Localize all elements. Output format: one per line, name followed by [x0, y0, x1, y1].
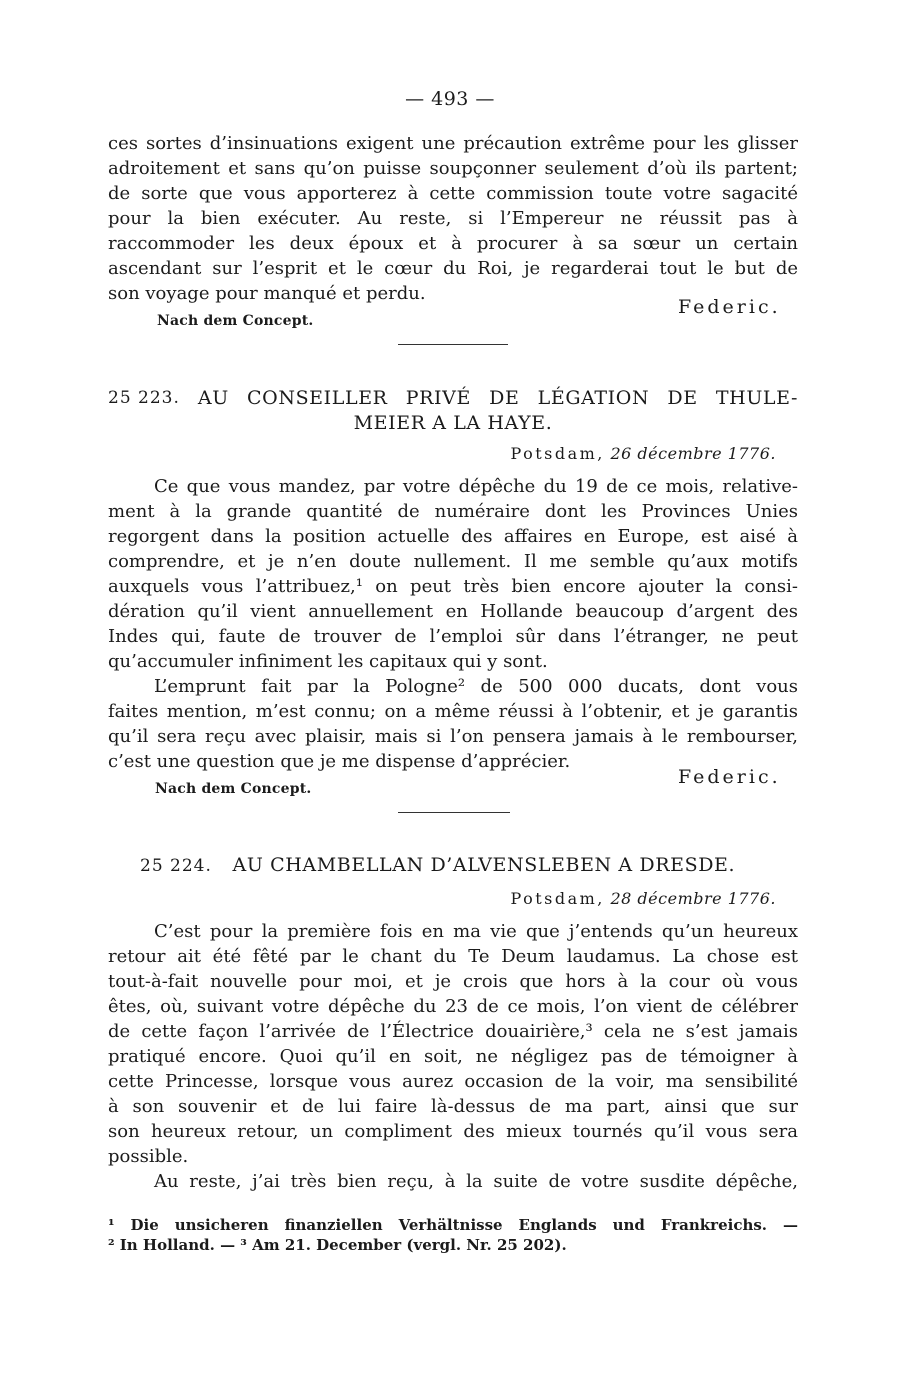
heading-line: MEIER A LA HAYE. [353, 412, 553, 434]
footnote-line: ¹ Die unsicheren finanziellen Verhältnisse Englands und Frankreichs. — [108, 1216, 798, 1234]
signature: Federic. [678, 766, 781, 788]
text-line: cette Princesse, lorsque vous aurez occasion de la voir, ma sensibilité [108, 1071, 798, 1092]
text-line: ces sortes d’insinuations exigent une précaution extrême pour les glisser [108, 133, 798, 154]
text-line: ascendant sur l’esprit et le cœur du Roi, je regarderai tout le but de [108, 258, 798, 279]
letter-number: 25 224. [140, 856, 212, 876]
letter-heading [108, 386, 798, 436]
letter-heading [140, 853, 780, 879]
text-line: à son souvenir et de lui faire là-dessus de ma part, ainsi que sur [108, 1096, 798, 1117]
dateline-place: Potsdam, [510, 889, 605, 908]
footnotes [108, 1215, 798, 1255]
text-line: possible. [108, 1146, 189, 1167]
text-line: pour la bien exécuter. Au reste, si l’Empereur ne réussit pas à [108, 208, 798, 229]
text-line: pratiqué encore. Quoi qu’il en soit, ne négligez pas de témoigner à [108, 1046, 798, 1067]
text-line: dération qu’il vient annuellement en Hollande beaucoup d’argent des [108, 601, 798, 622]
text-line: adroitement et sans qu’on puisse soupçonner seulement d’où ils partent; [108, 158, 798, 179]
text-line: retour ait été fêté par le chant du Te Deum laudamus. La chose est [108, 946, 798, 967]
text-line: auxquels vous l’attribuez,¹ on peut très bien encore ajouter la consi- [108, 576, 798, 597]
section-divider [398, 344, 508, 345]
dateline-date: 28 décembre 1776. [610, 889, 776, 908]
dateline-place: Potsdam, [510, 444, 605, 463]
dateline-date: 26 décembre 1776. [610, 444, 776, 463]
page-number: — 493 — [405, 88, 495, 110]
text-line: C’est pour la première fois en ma vie que j’entends qu’un heureux [154, 921, 798, 942]
text-line: de sorte que vous apporterez à cette commission toute votre sagacité [108, 183, 798, 204]
dateline [510, 444, 776, 463]
letter-number: 25 223. [108, 388, 180, 408]
letter-body [108, 474, 798, 774]
text-line: qu’il sera reçu avec plaisir, mais si l’on pensera jamais à le rembourser, [108, 726, 798, 747]
text-line: ment à la grande quantité de numéraire dont les Provinces Unies [108, 501, 798, 522]
text-line: L’emprunt fait par la Pologne² de 500 000 ducats, dont vous [154, 676, 798, 697]
text-line: êtes, où, suivant votre dépêche du 23 de ce mois, l’on vient de célébrer [108, 996, 798, 1017]
dateline [510, 889, 776, 908]
heading-line: AU CONSEILLER PRIVÉ DE LÉGATION DE THULE- [197, 387, 798, 409]
heading-line: AU CHAMBELLAN D’ALVENSLEBEN A DRESDE. [232, 854, 736, 876]
source-note: Nach dem Concept. [155, 781, 312, 797]
text-line: son voyage pour manqué et perdu. [108, 283, 426, 304]
text-line: Ce que vous mandez, par votre dépêche du 19 de ce mois, relative- [154, 476, 798, 497]
text-line: son heureux retour, un compliment des mieux tournés qu’il vous sera [108, 1121, 798, 1142]
text-line: Au reste, j’ai très bien reçu, à la suite de votre susdite dépêche, [154, 1171, 798, 1192]
footnote-line: ² In Holland. — ³ Am 21. December (vergl. Nr. 25 202). [108, 1236, 567, 1254]
text-line: raccommoder les deux époux et à procurer à sa sœur un certain [108, 233, 798, 254]
text-line: qu’accumuler infiniment les capitaux qui y sont. [108, 651, 548, 672]
text-line: de cette façon l’arrivée de l’Électrice douairière,³ cela ne s’est jamais [108, 1021, 798, 1042]
text-line: c’est une question que je me dispense d’apprécier. [108, 751, 571, 772]
section-divider [398, 812, 510, 813]
prev-letter-text [108, 131, 798, 306]
signature: Federic. [678, 296, 781, 318]
text-line: Indes qui, faute de trouver de l’emploi sûr dans l’étranger, ne peut [108, 626, 798, 647]
text-line: tout-à-fait nouvelle pour moi, et je crois que hors à la cour où vous [108, 971, 798, 992]
text-line: comprendre, et je n’en doute nullement. Il me semble qu’aux motifs [108, 551, 798, 572]
text-line: regorgent dans la position actuelle des affaires en Europe, est aisé à [108, 526, 798, 547]
letter-body [108, 919, 798, 1194]
source-note: Nach dem Concept. [157, 313, 314, 329]
text-line: faites mention, m’est connu; on a même réussi à l’obtenir, et je garantis [108, 701, 798, 722]
